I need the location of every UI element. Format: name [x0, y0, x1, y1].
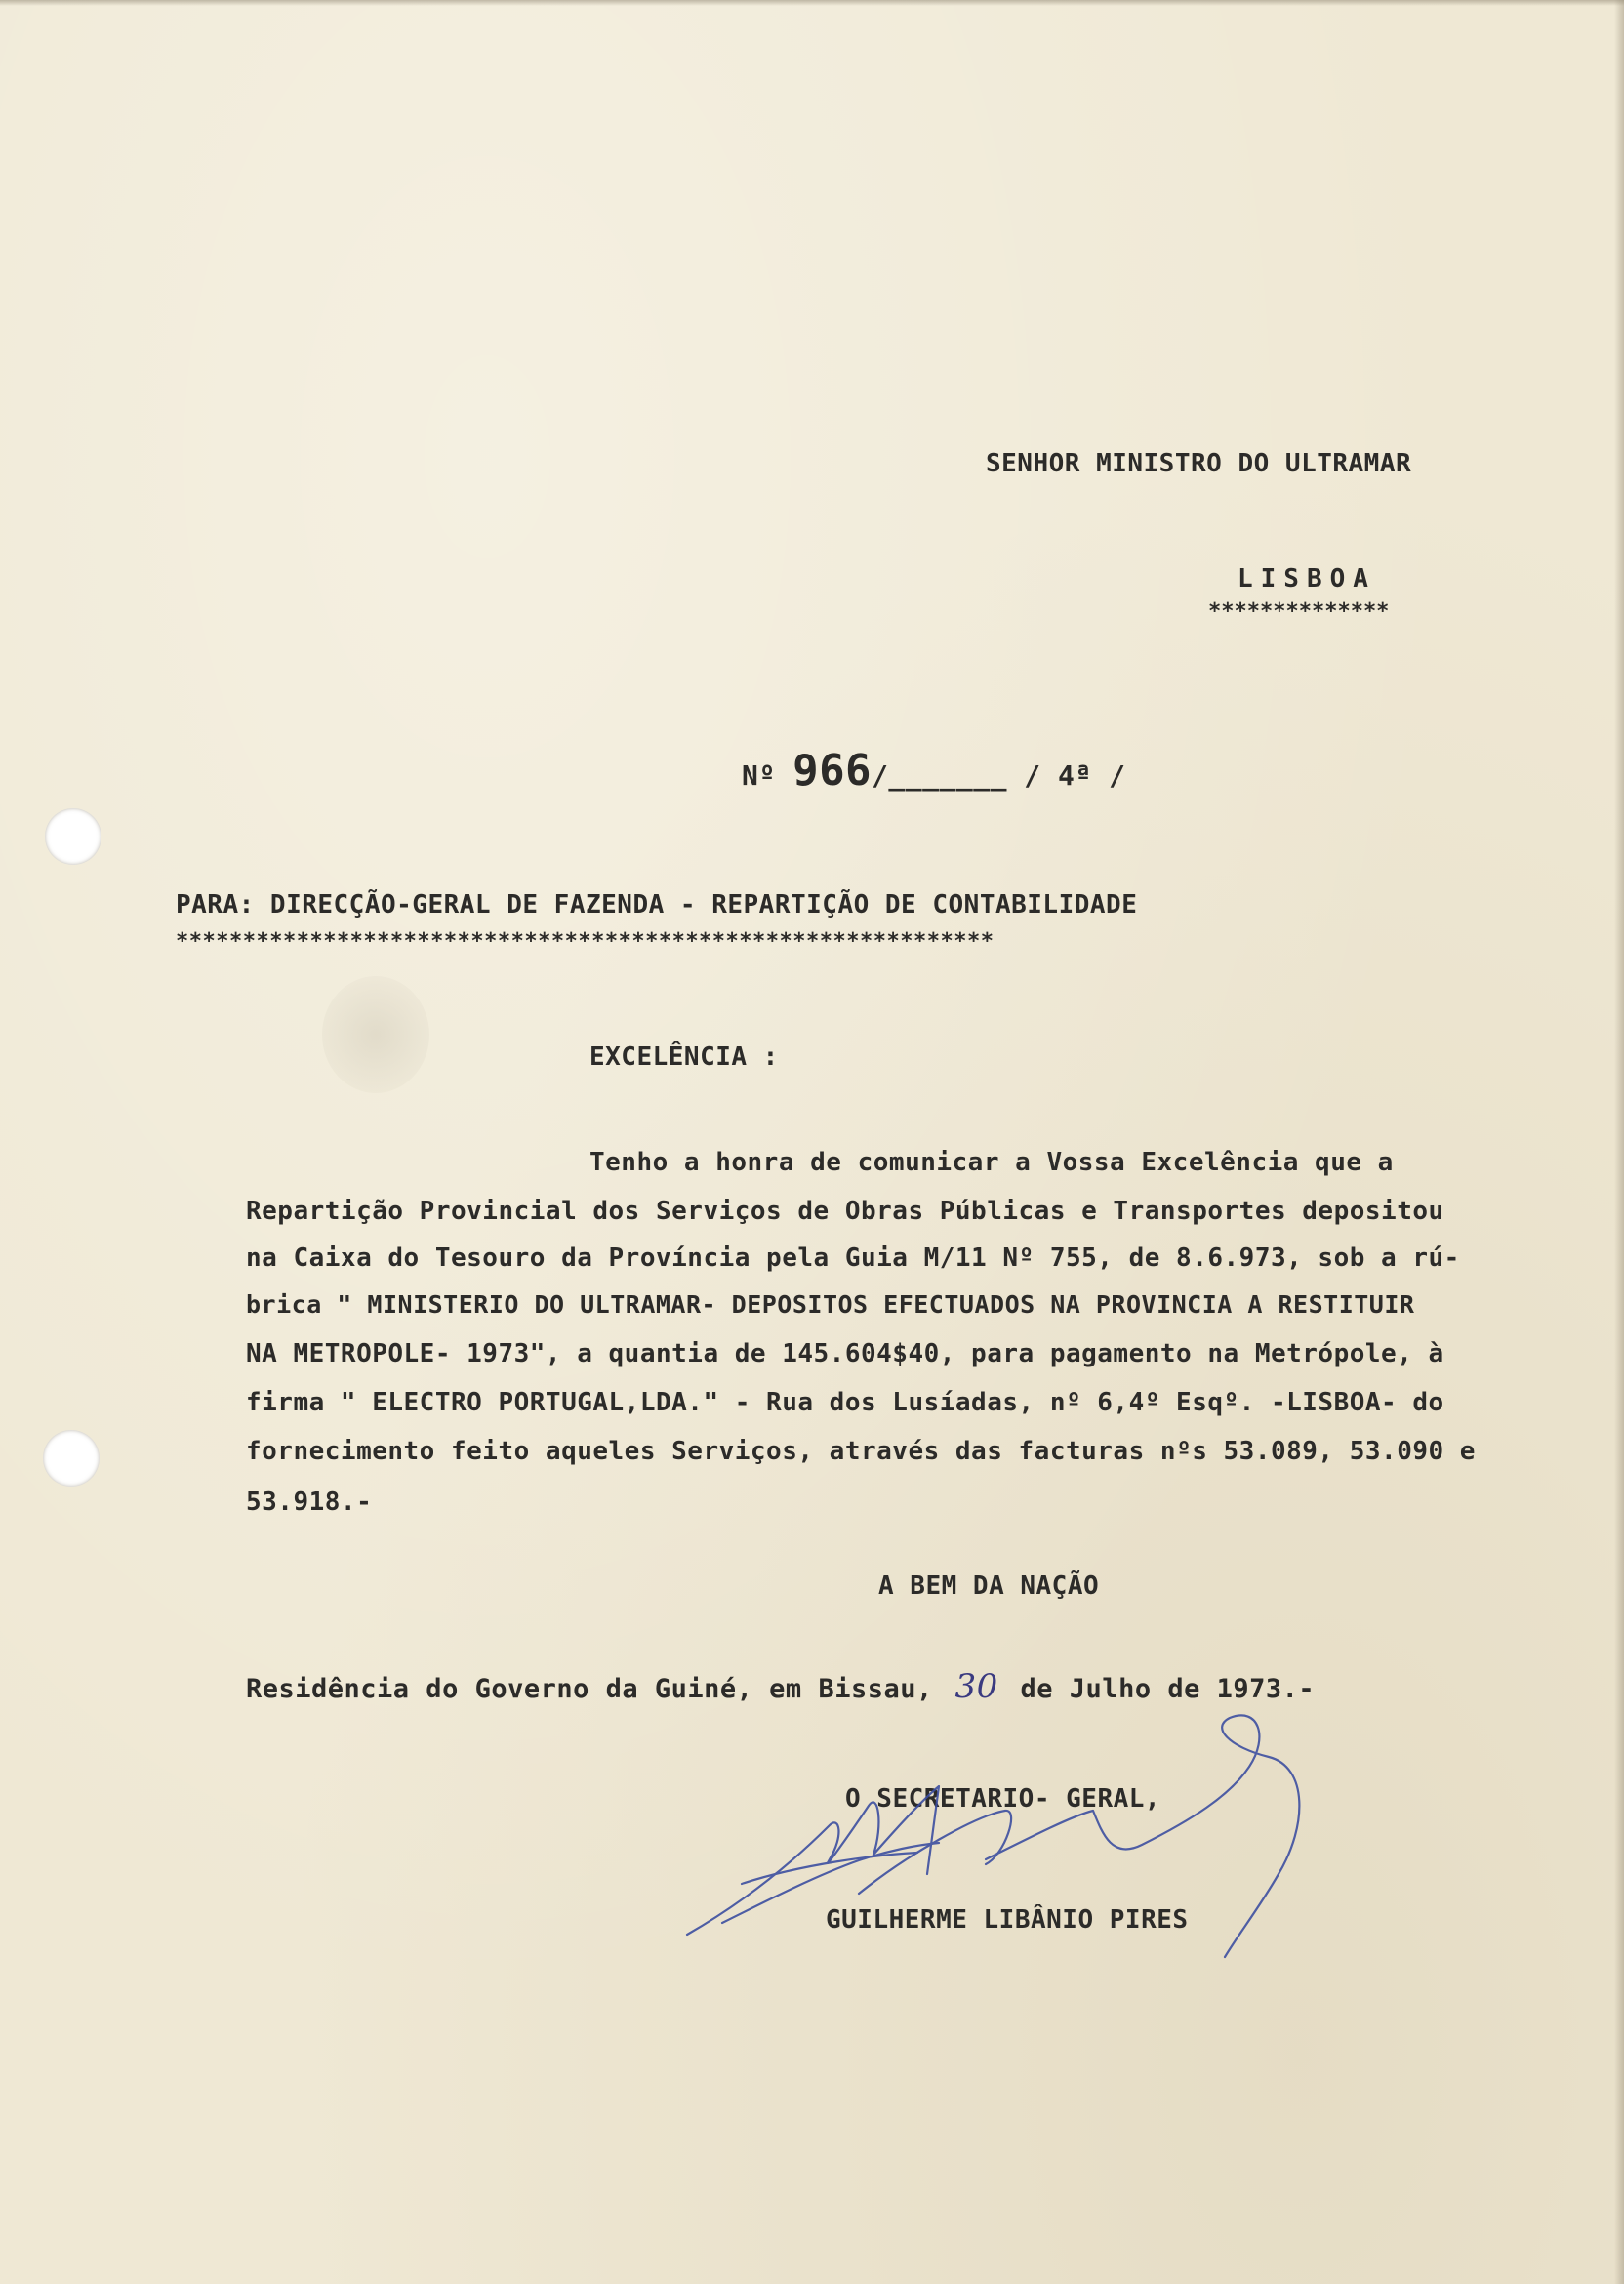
body-line-2: Repartição Provincial dos Serviços de Obras Públicas e Transportes depositou: [246, 1197, 1444, 1226]
city: LISBOA: [1238, 564, 1376, 593]
punch-hole-upper: [45, 808, 102, 865]
reference-suffix: / 4ª /: [1024, 759, 1126, 792]
place-date-suffix: de Julho de 1973.-: [1020, 1674, 1316, 1704]
body-line-8: 53.918.-: [246, 1488, 373, 1517]
addressee: SENHOR MINISTRO DO ULTRAMAR: [986, 449, 1412, 478]
paper-top-edge: [0, 0, 1624, 6]
handwritten-signature: [683, 1689, 1347, 1972]
body-line-4: brica " MINISTERIO DO ULTRAMAR- DEPOSITOS EFECTUADOS NA PROVINCIA A RESTITUIR: [246, 1290, 1415, 1319]
body-line-7: fornecimento feito aqueles Serviços, através das facturas nºs 53.089, 53.090 e: [246, 1437, 1476, 1466]
city-underline-stars: **************: [1208, 599, 1390, 624]
paper-right-edge: [1614, 0, 1624, 2284]
handwritten-day: 30: [954, 1667, 998, 1706]
body-line-3: na Caixa do Tesouro da Província pela Guia M/11 Nº 755, de 8.6.973, sob a rú-: [246, 1244, 1460, 1273]
reference-number-value: 966: [792, 746, 873, 795]
body-line-6: firma " ELECTRO PORTUGAL,LDA." - Rua dos Lusíadas, nº 6,4º Esqº. -LISBOA- do: [246, 1388, 1444, 1417]
paper-stain: [322, 976, 429, 1093]
reference-prefix: Nº: [742, 759, 776, 792]
reference-number: [742, 746, 1125, 795]
recipient-line: PARA: DIRECÇÃO-GERAL DE FAZENDA - REPARTIÇÃO DE CONTABILIDADE: [176, 890, 1138, 919]
reference-blank: /_______: [872, 759, 1007, 792]
signatory-title: O SECRETARIO- GERAL,: [845, 1784, 1161, 1814]
body-line-5: NA METROPOLE- 1973", a quantia de 145.604$40, para pagamento na Metrópole, à: [246, 1339, 1444, 1368]
body-line-1: Tenho a honra de comunicar a Vossa Excelência que a: [589, 1148, 1394, 1177]
recipient-underline-stars: *************************************************************: [176, 929, 995, 954]
salutation: EXCELÊNCIA :: [589, 1042, 779, 1072]
place-date-prefix: Residência do Governo da Guiné, em Bissau,: [246, 1674, 933, 1704]
punch-hole-lower: [43, 1430, 100, 1487]
closing-formula: A BEM DA NAÇÃO: [878, 1571, 1100, 1601]
signatory-name: GUILHERME LIBÂNIO PIRES: [826, 1905, 1189, 1935]
